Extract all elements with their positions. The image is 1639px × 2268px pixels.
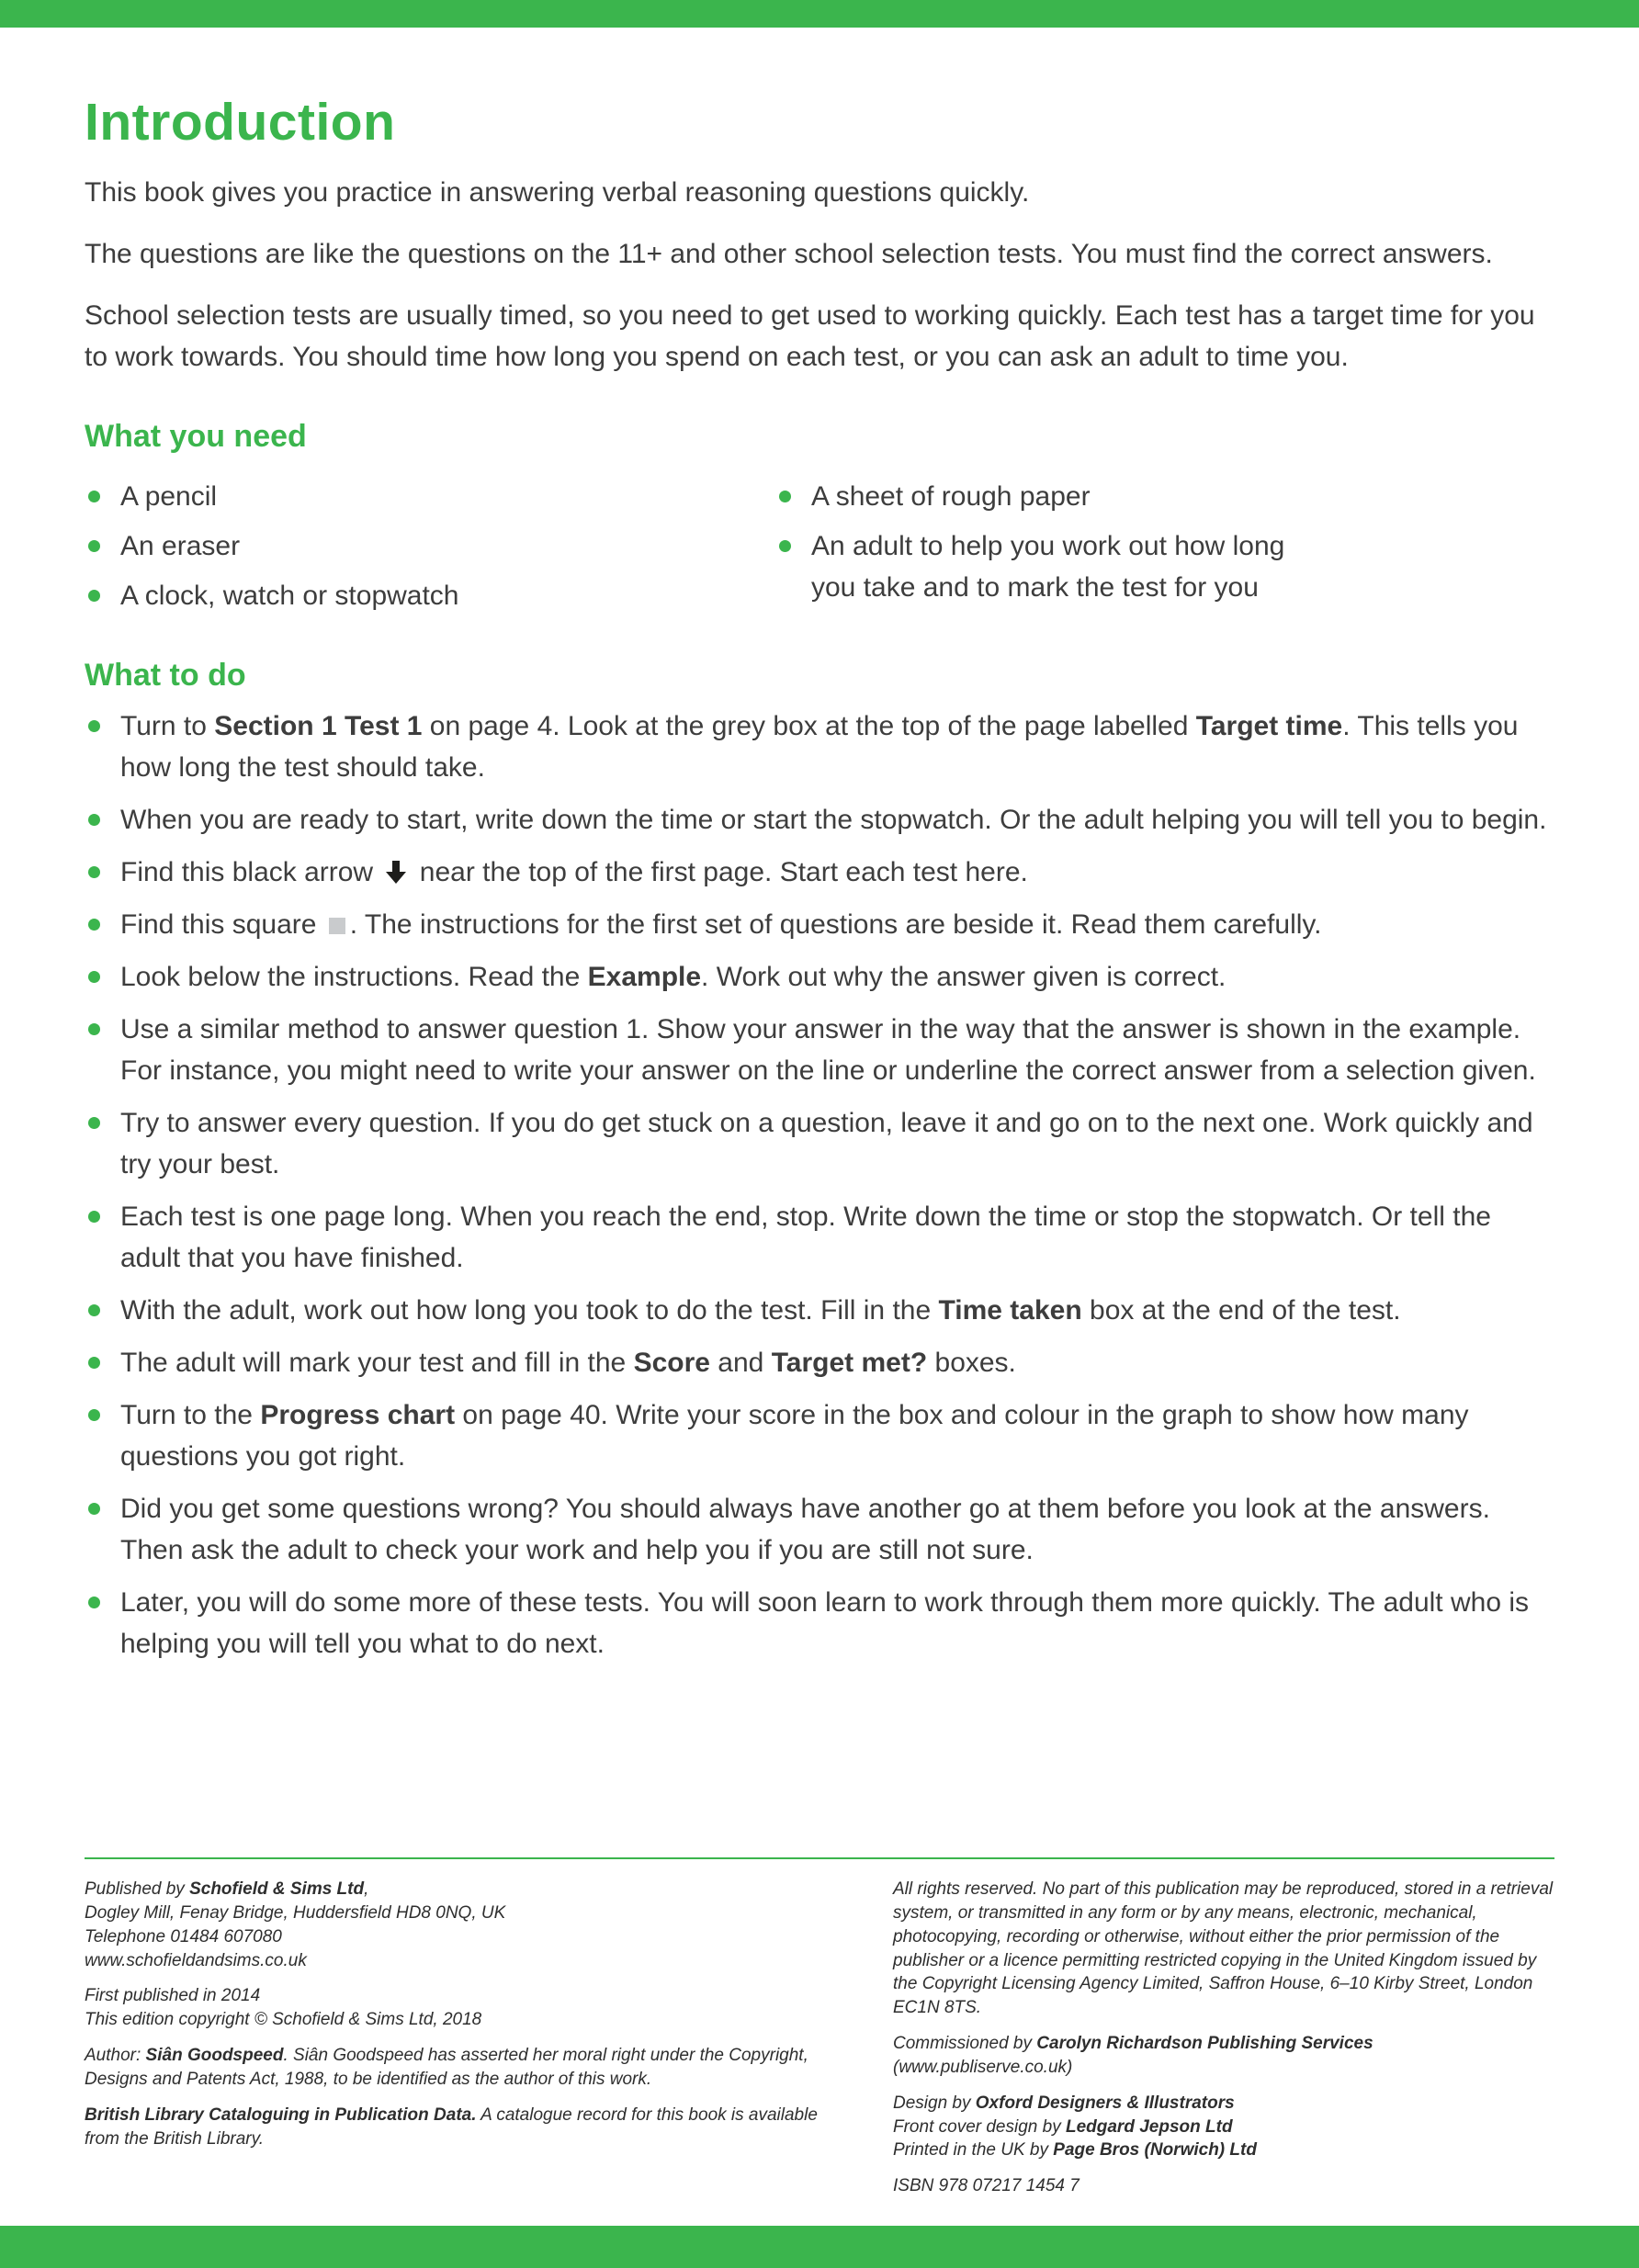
todo-item-text: Turn to Section 1 Test 1 on page 4. Look at the grey box at the top of the page labelled Target time. This tells you how long the test should take. [120, 711, 1519, 784]
top-accent-bar [0, 0, 1639, 28]
intro-paragraph-2: The questions are like the questions on the 11+ and other school selection tests. You must find the correct answers. [85, 238, 1493, 269]
bullet-icon [88, 1597, 100, 1608]
list-item [85, 575, 775, 616]
todo-item [85, 1488, 1554, 1571]
todo-item [85, 1342, 1554, 1383]
footer-column-left [85, 1878, 834, 2198]
list-item-text: An eraser [120, 531, 241, 562]
todo-item [85, 852, 1554, 893]
todo-item [85, 1196, 1554, 1279]
rights-block [893, 1878, 1554, 2020]
todo-item-text: Did you get some questions wrong? You should always have another go at them before you look at the answers. Then ask the adult to check your work and help you if you are still not sure. [120, 1494, 1490, 1566]
footer-line: Design by Oxford Designers & Illustrators [893, 2093, 1235, 2113]
list-item [775, 476, 1554, 517]
footer-line: All rights reserved. No part of this publication may be reproduced, stored in a retrieval system, or transmitted in any form or by any means, electronic, mechanical, photocopying, recording or otherwise, without either the prior permission of the publisher or a licence permitting restricted copying in the United Kingdom issued by the Copyright Licensing Agency Limited, Saffron House, 6–10 Kirby Street, London EC1N 8TS. [893, 1879, 1554, 2018]
bullet-icon [88, 1211, 100, 1223]
list-item [85, 525, 775, 567]
footer-columns [85, 1878, 1554, 2198]
commissioned-block [893, 2032, 1554, 2080]
footer-line: First published in 2014 [85, 1986, 261, 2006]
bullet-icon [88, 1117, 100, 1129]
intro-paragraph-3: School selection tests are usually timed, so you need to get used to working quickly. Each test has a target time for you to work towards. You should time how long you spend on each test, or you can ask an adult to time you. [85, 299, 1535, 372]
list-item [775, 525, 1554, 608]
bullet-icon [88, 1023, 100, 1035]
list-item-text: An adult to help you work out how long you take and to mark the test for you [811, 531, 1285, 604]
footer-divider [85, 1857, 1554, 1859]
british-library-block [85, 2104, 834, 2151]
footer-line: Published by Schofield & Sims Ltd, [85, 1879, 369, 1900]
bullet-icon [88, 866, 100, 878]
bullet-icon [88, 814, 100, 826]
todo-item-text: The adult will mark your test and fill in the Score and Target met? boxes. [120, 1348, 1016, 1379]
bullet-icon [88, 540, 100, 552]
todo-item [85, 799, 1554, 841]
what-to-do-list [85, 705, 1554, 1664]
todo-item [85, 1102, 1554, 1185]
bullet-icon [88, 720, 100, 732]
page-content [85, 28, 1554, 1664]
list-item [85, 476, 775, 517]
what-you-need-columns [85, 468, 1554, 616]
footer-line: www.schofieldandsims.co.uk [85, 1950, 307, 1970]
todo-item-text: Find this black arrow near the top of the first page. Start each test here. [120, 857, 1028, 888]
list-item-text: A pencil [120, 481, 218, 513]
what-you-need-list-left [85, 468, 775, 616]
footer-line: Author: Siân Goodspeed. Siân Goodspeed has asserted her moral right under the Copyright, Designs and Patents Act, 1988, to be identified as the author of this work. [85, 2046, 808, 2089]
todo-item-text: Try to answer every question. If you do get stuck on a question, leave it and go on to the next one. Work quickly and try your best. [120, 1108, 1533, 1180]
bullet-icon [88, 1409, 100, 1421]
bullet-icon [779, 540, 791, 552]
footer-line: British Library Cataloguing in Publication Data. A catalogue record for this book is available from the British Library. [85, 2104, 818, 2149]
todo-item-text: Use a similar method to answer question 1. Show your answer in the way that the answer is shown in the example. For instance, you might need to write your answer on the line or underline the correct answer from a selection given. [120, 1014, 1536, 1087]
grey-square-icon [329, 918, 345, 934]
footer-column-right [893, 1878, 1554, 2198]
list-item-text: A clock, watch or stopwatch [120, 581, 459, 612]
intro-paragraph-1: This book gives you practice in answering verbal reasoning questions quickly. [85, 176, 1030, 208]
footer-line: Front cover design by Ledgard Jepson Ltd [893, 2116, 1233, 2137]
list-item-text: A sheet of rough paper [811, 481, 1091, 513]
section-heading-what-to-do: What to do [85, 658, 246, 694]
bullet-icon [88, 590, 100, 602]
todo-item-text: Later, you will do some more of these tests. You will soon learn to work through them more quickly. The adult who is helping you will tell you what to do next. [120, 1587, 1530, 1660]
footer-line: ISBN 978 07217 1454 7 [893, 2176, 1079, 2196]
todo-item-text: When you are ready to start, write down the time or start the stopwatch. Or the adult helping you will tell you to begin. [120, 805, 1547, 836]
todo-item-text: Look below the instructions. Read the Example. Work out why the answer given is correct. [120, 962, 1226, 993]
footer-line: Dogley Mill, Fenay Bridge, Huddersfield HD8 0NQ, UK [85, 1902, 506, 1923]
footer-line: Telephone 01484 607080 [85, 1926, 282, 1946]
todo-item [85, 1009, 1554, 1091]
todo-item-text: Find this square . The instructions for the first set of questions are beside it. Read them carefully. [120, 909, 1322, 941]
bullet-icon [88, 971, 100, 983]
publisher-block [85, 1878, 834, 1972]
bullet-icon [88, 919, 100, 931]
footer-line: Printed in the UK by Page Bros (Norwich) Ltd [893, 2140, 1257, 2161]
edition-block [85, 1984, 834, 2032]
todo-item [85, 1394, 1554, 1477]
todo-item [85, 956, 1554, 998]
bullet-icon [88, 1503, 100, 1515]
down-arrow-icon [386, 860, 406, 885]
todo-item-text: Each test is one page long. When you reach the end, stop. Write down the time or stop the stopwatch. Or tell the adult that you have finished. [120, 1202, 1491, 1274]
todo-item-text: With the adult, work out how long you took to do the test. Fill in the Time taken box at the end of the test. [120, 1295, 1401, 1326]
todo-item-text: Turn to the Progress chart on page 40. Write your score in the box and colour in the graph to show how many questions you got right. [120, 1400, 1469, 1473]
bottom-accent-bar [0, 2226, 1639, 2268]
bullet-icon [88, 1304, 100, 1316]
footer-line: This edition copyright © Schofield & Sims Ltd, 2018 [85, 2010, 482, 2030]
todo-item [85, 1290, 1554, 1331]
author-block [85, 2044, 834, 2092]
bullet-icon [88, 1357, 100, 1369]
design-block [893, 2092, 1554, 2162]
footer-line: Commissioned by Carolyn Richardson Publishing Services (www.publiserve.co.uk) [893, 2034, 1373, 2077]
todo-item [85, 904, 1554, 945]
bullet-icon [779, 491, 791, 502]
section-heading-what-you-need: What you need [85, 418, 307, 454]
what-you-need-list-right [775, 468, 1554, 616]
todo-item [85, 1582, 1554, 1664]
page-title: Introduction [85, 93, 396, 152]
todo-item [85, 705, 1554, 788]
bullet-icon [88, 491, 100, 502]
imprint-footer [85, 1857, 1554, 2198]
isbn-block [893, 2174, 1554, 2198]
